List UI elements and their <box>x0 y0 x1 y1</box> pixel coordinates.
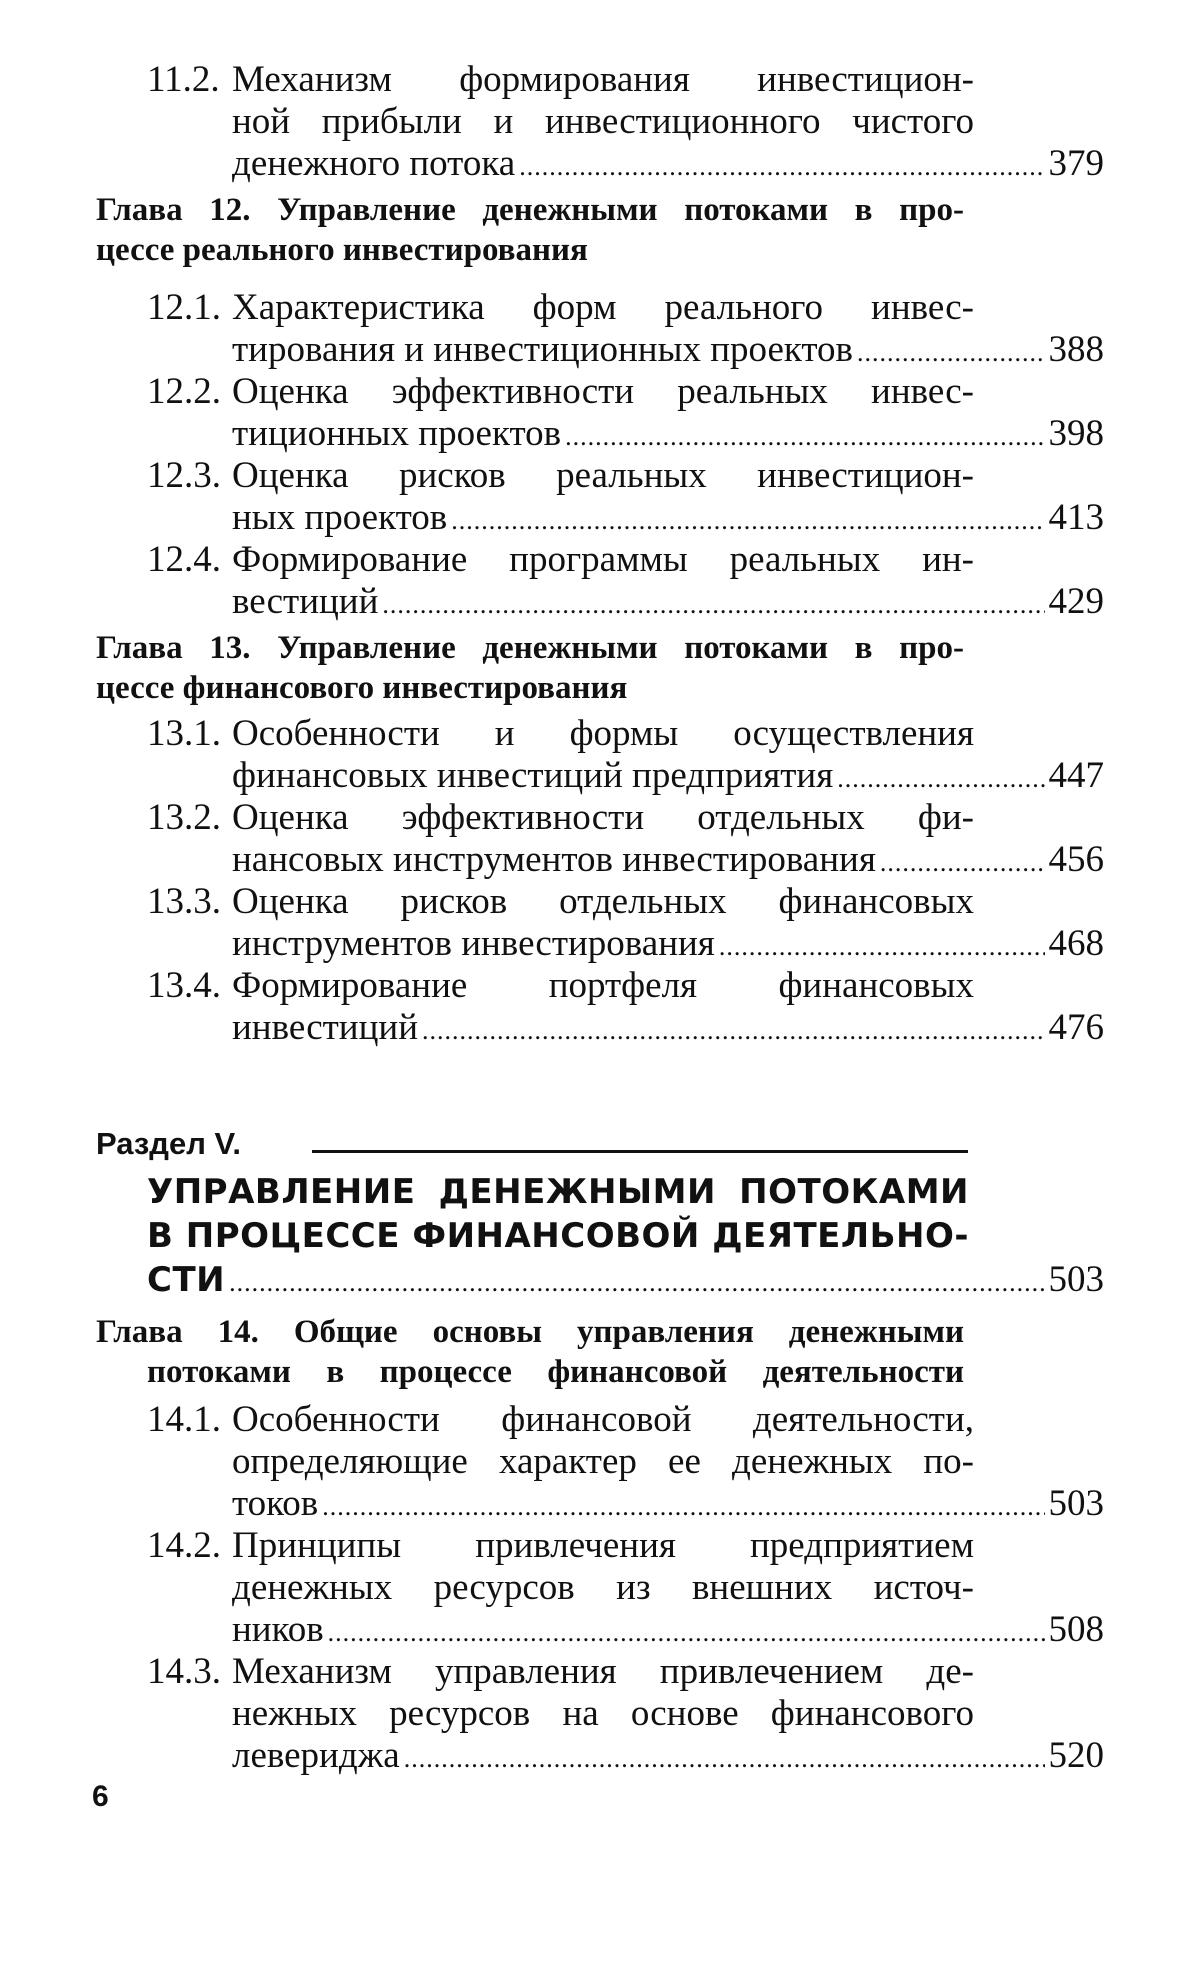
page-number: 388 <box>1048 329 1104 370</box>
section-title-line: инвестиций <box>232 1007 418 1048</box>
section-title-line: Формирование портфеля финансовых <box>232 965 974 1006</box>
page-number: 447 <box>1048 755 1104 796</box>
section-title-line: Оценка эффективности реальных инвес- <box>232 371 974 412</box>
part-title-line: УПРАВЛЕНИЕ ДЕНЕЖНЫМИ ПОТОКАМИ <box>147 1172 969 1212</box>
page-number: 398 <box>1048 413 1104 454</box>
section-title-line: денежного потока <box>232 143 516 184</box>
dot-leader <box>422 1009 1045 1053</box>
section-number: 12.3. <box>147 455 221 496</box>
section-number: 14.2. <box>147 1525 221 1566</box>
section-title-line: ной прибыли и инвестиционного чистого <box>232 101 974 142</box>
section-title-line: инструментов инвестирования <box>232 923 715 964</box>
chapter-title-line: Глава 14. Общие основы управления денежными <box>96 1314 964 1350</box>
page-number: 508 <box>1048 1609 1104 1650</box>
section-title-line: Оценка рисков отдельных финансовых <box>232 881 974 922</box>
section-title-line: ников <box>232 1609 324 1650</box>
section-number: 13.1. <box>147 713 221 754</box>
section-title-line: ных проектов <box>232 497 448 538</box>
section-title-line: Формирование программы реальных ин- <box>232 539 974 580</box>
dot-leader <box>229 1261 1044 1305</box>
dot-leader <box>719 925 1045 969</box>
dot-leader <box>519 145 1044 189</box>
section-number: 12.2. <box>147 371 221 412</box>
page-number: 429 <box>1048 581 1104 622</box>
section-title-line: Характеристика форм реального инвес- <box>232 287 974 328</box>
part-title-line: В ПРОЦЕССЕ ФИНАНСОВОЙ ДЕЯТЕЛЬНО- <box>147 1216 969 1256</box>
chapter-title-line: цессе реального инвестирования <box>96 232 588 268</box>
page-number: 503 <box>1048 1483 1104 1524</box>
dot-leader <box>857 331 1044 375</box>
dot-leader <box>565 415 1044 459</box>
section-title-line: Особенности финансовой деятельности, <box>232 1399 974 1440</box>
section-title-line: вестиций <box>232 581 379 622</box>
section-title-line: тиционных проектов <box>232 413 562 454</box>
section-title-line: финансовых инвестиций предприятия <box>232 755 834 796</box>
section-number: 12.4. <box>147 539 221 580</box>
dot-leader <box>837 757 1044 801</box>
section-number: 13.4. <box>147 965 221 1006</box>
page-number: 379 <box>1048 143 1104 184</box>
section-number: 11.2. <box>147 59 220 100</box>
section-number: 14.3. <box>147 1651 221 1692</box>
chapter-title-line: цессе финансового инвестирования <box>96 670 628 706</box>
section-title-line: токов <box>232 1483 319 1524</box>
dot-leader <box>880 841 1045 885</box>
part-label: Раздел V. <box>96 1126 241 1161</box>
chapter-title-line: потоками в процессе финансовой деятельности <box>147 1354 964 1390</box>
section-title-line: нансовых инструментов инвестирования <box>232 839 876 880</box>
section-title-line: денежных ресурсов из внешних источ- <box>232 1567 974 1608</box>
page-number: 503 <box>1048 1259 1104 1300</box>
section-number: 13.2. <box>147 797 221 838</box>
page-number: 476 <box>1048 1007 1104 1048</box>
part-title-line: СТИ <box>147 1260 226 1300</box>
section-number: 13.3. <box>147 881 221 922</box>
section-title-line: Оценка эффективности отдельных фи- <box>232 797 974 838</box>
dot-leader <box>382 583 1044 627</box>
section-title-line: Механизм управления привлечением де- <box>232 1651 974 1692</box>
chapter-title-line: Глава 13. Управление денежными потоками в про- <box>96 630 964 666</box>
section-number: 14.1. <box>147 1399 221 1440</box>
section-title-line: Механизм формирования инвестицион- <box>232 59 974 100</box>
section-title-line: нежных ресурсов на основе финансового <box>232 1693 974 1734</box>
page-number: 413 <box>1048 497 1104 538</box>
section-title-line: Особенности и формы осуществления <box>232 713 974 754</box>
section-title-line: тирования и инвестиционных проектов <box>232 329 854 370</box>
section-title-line: Принципы привлечения предприятием <box>232 1525 974 1566</box>
section-number: 12.1. <box>147 287 221 328</box>
page-folio: 6 <box>92 1780 109 1813</box>
dot-leader <box>322 1485 1044 1529</box>
dot-leader <box>451 499 1044 543</box>
dot-leader <box>328 1611 1045 1655</box>
chapter-title-line: Глава 12. Управление денежными потоками в про- <box>96 192 964 228</box>
section-title-line: определяющие характер ее денежных по- <box>232 1441 974 1482</box>
section-title-line: левериджа <box>232 1735 400 1776</box>
dot-leader <box>404 1737 1045 1781</box>
page-number: 520 <box>1048 1735 1104 1776</box>
page-number: 468 <box>1048 923 1104 964</box>
part-rule <box>312 1150 968 1153</box>
page-number: 456 <box>1048 839 1104 880</box>
section-title-line: Оценка рисков реальных инвестицион- <box>232 455 974 496</box>
